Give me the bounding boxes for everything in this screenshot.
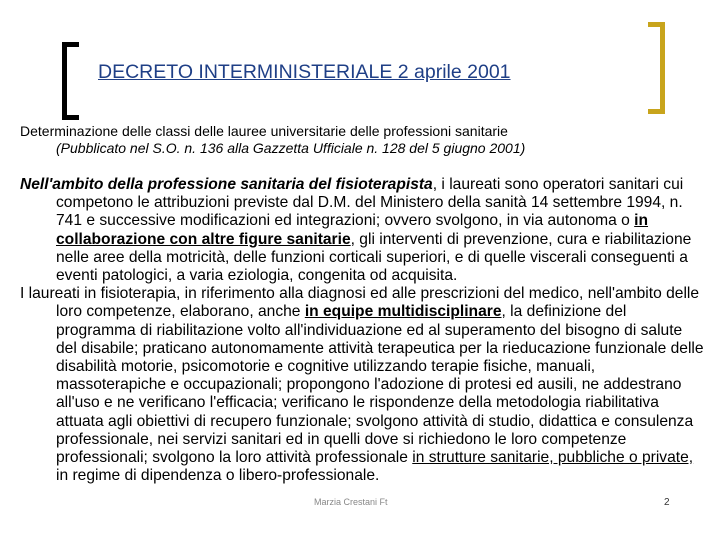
left-bracket-decoration — [62, 42, 79, 120]
underlined-phrase: in collaborazione con altre figure sanitarie — [56, 212, 649, 248]
body-text — [20, 176, 704, 485]
subheading — [20, 123, 710, 156]
footer-note: Marzia Crestani Ft — [314, 497, 388, 507]
paragraph-text: , gli interventi di prevenzione, cura e riabilitazione nelle aree della motricità, delle funzioni corticali superiori, e di quelle viscerali conseguenti a eventi patologici, a varia eziologia, congenita od acquisita. — [56, 230, 692, 285]
paragraph-text: I laureati in fisioterapia, in riferimento alla diagnosi ed alle prescrizioni del medico, nell'ambito delle loro competenze, elaborano, anche — [20, 285, 700, 321]
paragraph-lead: Nell'ambito della professione sanitaria del fisioterapista — [20, 176, 433, 193]
paragraph-text: , la definizione del programma di riabilitazione volto all'individuazione ed al superamento del bisogno di salute del disabile; praticano autonomamente attività terapeutica per la rieducazione funzionale delle disabilità motorie, psicomotorie e cognitive utilizzando terapie fisiche, manuali, massoterapiche e occupazionali; propongono l'adozione di protesi ed ausili, ne addestrano all'uso e ne verificano l'efficacia; verificano le rispondenze della metodologia riabilitativa attuata agli obiettivi di recupero funzionale; svolgono attività di studio, didattica e consulenza professionale, nei servizi sanitari ed in quelli dove si richiedono le loro competenze professionali; svolgono la loro attività professionale — [56, 303, 704, 467]
right-bracket-decoration — [648, 22, 665, 114]
page-number: 2 — [664, 497, 670, 508]
publication-note: (Pubblicato nel S.O. n. 136 alla Gazzetta Ufficiale n. 128 del 5 giugno 2001) — [56, 140, 526, 156]
underlined-phrase: in equipe multidisciplinare — [304, 303, 502, 321]
paragraph-text: in regime di dipendenza o libero-professionale. — [56, 467, 380, 485]
slide-title: DECRETO INTERMINISTERIALE 2 aprile 2001 — [98, 61, 511, 83]
paragraph-fisioterapista — [20, 176, 704, 285]
underlined-phrase: in strutture sanitarie, pubbliche o private, — [412, 449, 694, 467]
subheading-line: Determinazione delle classi delle lauree universitarie delle professioni sanitarie — [20, 123, 508, 139]
paragraph-text: , i laureati sono operatori sanitari cui competono le attribuzioni previste dal D.M. del Ministero della sanità 14 settembre 1994, n. 741 e successive modificazioni ed integrazioni; ovvero svolgono, in via autonoma o — [56, 176, 684, 230]
paragraph-laureati — [20, 285, 704, 485]
